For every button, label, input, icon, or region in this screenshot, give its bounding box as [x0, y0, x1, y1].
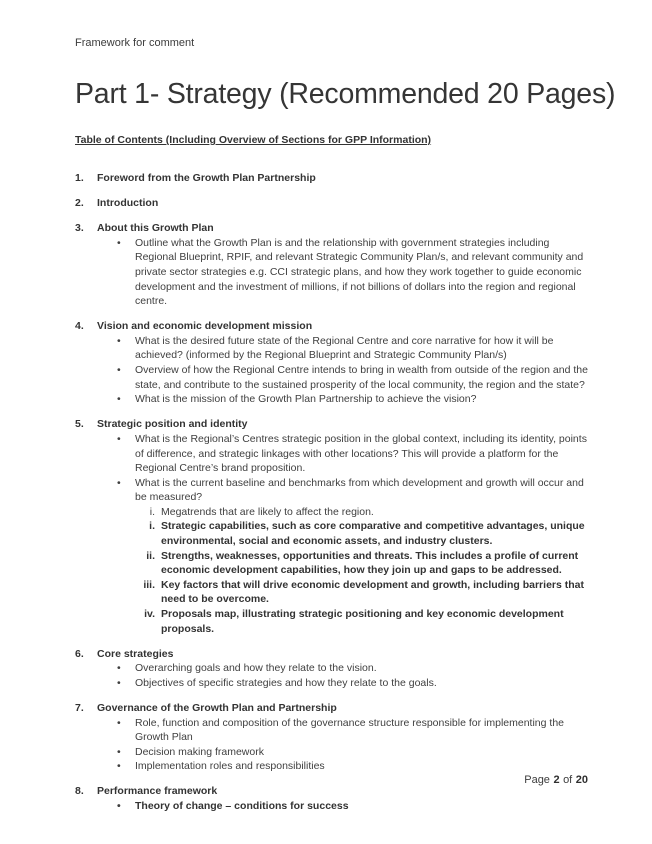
bullet-text: Role, function and composition of the governance structure responsible for implementing the Growth Plan [135, 716, 564, 744]
bullet-icon: • [117, 716, 121, 729]
bullet-item [75, 236, 590, 309]
bullet-icon: • [117, 236, 121, 249]
footer-page-word: Page [524, 774, 550, 786]
footer-page-number: 2 [553, 774, 560, 786]
bullet-icon: • [117, 800, 121, 813]
table-of-contents-heading: Table of Contents (Including Overview of Sections for GPP Information) [75, 134, 432, 146]
section-number: 2. [75, 197, 84, 210]
bullet-item [75, 661, 590, 676]
bullet-item [75, 676, 590, 691]
section-bullets [75, 334, 590, 407]
subitem-text: Megatrends that are likely to affect the region. [161, 505, 374, 518]
toc-section [75, 196, 590, 211]
bullet-text: What is the current baseline and benchmarks from which development and growth will occur and be measured? [135, 476, 584, 504]
subitem-text: Key factors that will drive economic development and growth, including barriers that need to be overcome. [161, 578, 584, 606]
bullet-icon: • [117, 476, 121, 489]
bullet-icon: • [117, 760, 121, 773]
toc-section [75, 221, 590, 309]
subitem-text: Proposals map, illustrating strategic positioning and key economic development proposals. [161, 608, 564, 635]
bullet-item [75, 476, 590, 505]
bullet-item [75, 432, 590, 476]
bullet-icon: • [117, 676, 121, 689]
section-title: Vision and economic development mission [97, 320, 313, 333]
bullet-text: Objectives of specific strategies and how they relate to the goals. [135, 676, 437, 689]
bullet-icon: • [117, 393, 121, 406]
section-number: 6. [75, 647, 84, 660]
toc-section [75, 647, 590, 691]
section-heading [75, 647, 590, 662]
section-heading [75, 417, 590, 432]
bullet-text: Implementation roles and responsibilities [135, 760, 325, 773]
bullet-text: What is the desired future state of the Regional Centre and core narrative for how it will be achieved? (informed by the Regional Blueprint and Strategic Community Plan/s) [135, 334, 554, 362]
section-title: Performance framework [97, 785, 218, 798]
bullet-text: Theory of change – conditions for success [135, 800, 349, 813]
subitem-marker: ii. [146, 549, 155, 562]
section-number: 3. [75, 222, 84, 235]
toc-section [75, 701, 590, 774]
subitem-marker: iv. [144, 608, 155, 621]
subitem-text: Strengths, weaknesses, opportunities and threats. This includes a profile of current economic development capabilities, how they join up and gaps to be addressed. [161, 549, 579, 577]
bullet-item [75, 799, 590, 814]
section-heading [75, 196, 590, 211]
toc-section [75, 319, 590, 407]
section-title: Governance of the Growth Plan and Partnership [97, 702, 337, 714]
section-number: 4. [75, 320, 84, 333]
subitem-marker: i. [149, 505, 155, 518]
subitem-marker: i. [149, 520, 155, 533]
section-title: Core strategies [97, 647, 174, 660]
bullet-icon: • [117, 334, 121, 347]
section-bullets [75, 236, 590, 309]
section-title: Introduction [97, 197, 159, 210]
page-footer [524, 774, 588, 786]
bullet-item [75, 745, 590, 760]
bullet-item [75, 363, 590, 392]
footer-total-pages: 20 [575, 774, 588, 786]
section-number: 5. [75, 418, 84, 431]
section-heading [75, 171, 590, 186]
roman-subitem [75, 607, 590, 636]
toc-section [75, 171, 590, 186]
page-title: Part 1- Strategy (Recommended 20 Pages) [75, 78, 616, 110]
roman-subitem [75, 519, 590, 548]
roman-subitem [75, 578, 590, 607]
subitem-text: Strategic capabilities, such as core comparative and competitive advantages, unique environmental, social and economic assets, and industry clusters. [161, 520, 585, 548]
bullet-icon: • [117, 432, 121, 445]
bullet-item [75, 392, 590, 407]
bullet-item [75, 716, 590, 745]
section-title: Strategic position and identity [97, 418, 248, 431]
bullet-text: Decision making framework [135, 745, 264, 758]
bullet-icon: • [117, 364, 121, 377]
bullet-item [75, 759, 590, 774]
section-heading [75, 784, 590, 799]
bullet-text: Overview of how the Regional Centre intends to bring in wealth from outside of the region and the state, and contribute to the sustained prosperity of the local community, the region and the state? [135, 364, 588, 391]
section-bullets [75, 716, 590, 774]
section-number: 1. [75, 172, 84, 184]
footer-of-word: of [563, 774, 573, 786]
section-bullets [75, 799, 590, 814]
section-heading [75, 319, 590, 334]
bullet-text: What is the mission of the Growth Plan Partnership to achieve the vision? [135, 393, 477, 406]
toc-sections [75, 171, 590, 814]
subitem-marker: iii. [143, 578, 155, 591]
section-title: About this Growth Plan [97, 222, 214, 235]
bullet-item [75, 334, 590, 363]
bullet-subitems [75, 505, 590, 636]
roman-subitem [75, 549, 590, 578]
section-heading [75, 221, 590, 236]
document-header-label: Framework for comment [75, 37, 195, 49]
bullet-icon: • [117, 745, 121, 758]
bullet-text: Outline what the Growth Plan is and the relationship with government strategies including Regional Blueprint, RPIF, and relevant Strategic Community Plan/s, and relevant community and private sector strategies e.g. CCI strategic plans, and how they work together to guide economic development and the investment of millions, if not billions of dollars into the region and regional centre. [135, 236, 584, 308]
section-number: 7. [75, 702, 84, 714]
bullet-text: Overarching goals and how they relate to the vision. [135, 662, 377, 675]
section-bullets [75, 432, 590, 636]
bullet-text: What is the Regional’s Centres strategic position in the global context, including its identity, points of difference, and strategic linkages with other locations? This will provide a platform for the Regional Centre’s brand proposition. [135, 432, 587, 475]
section-number: 8. [75, 785, 84, 798]
bullet-icon: • [117, 662, 121, 675]
section-bullets [75, 661, 590, 690]
roman-subitem [75, 505, 590, 520]
section-heading [75, 701, 590, 716]
toc-section [75, 417, 590, 636]
section-title: Foreword from the Growth Plan Partnership [97, 172, 316, 184]
toc-section [75, 784, 590, 813]
